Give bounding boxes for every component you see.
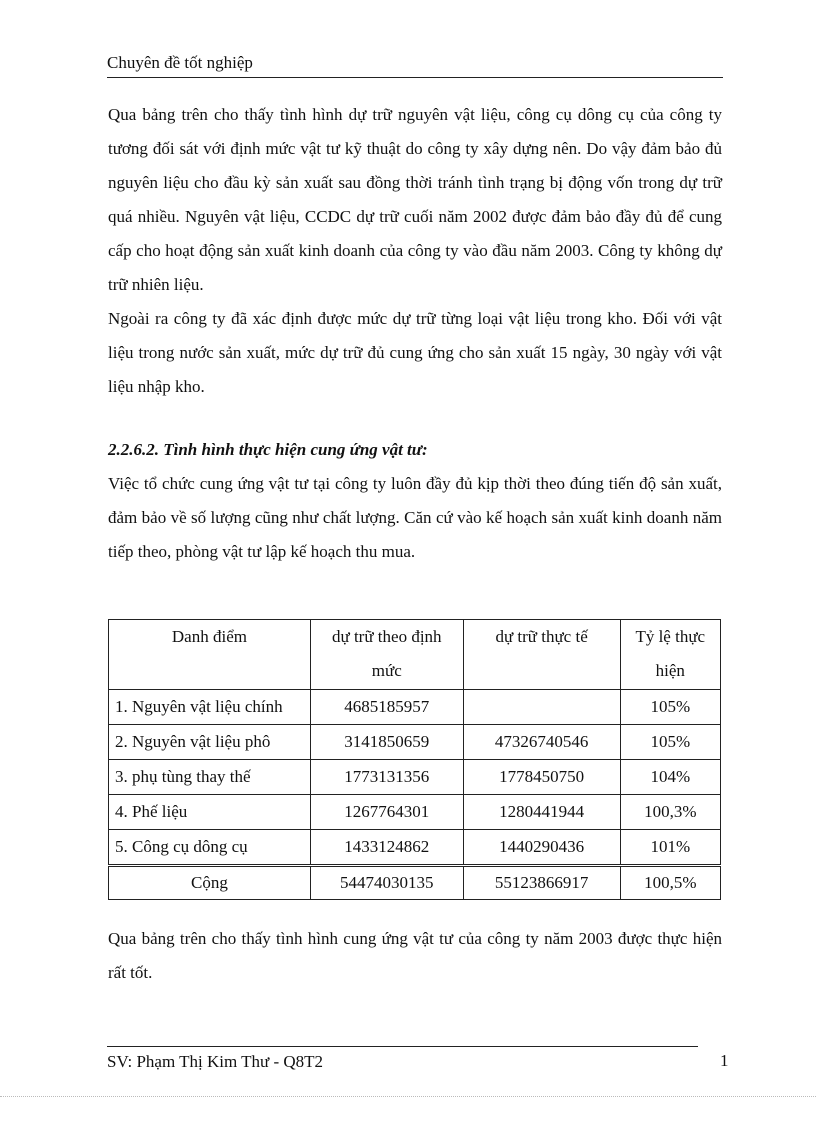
- table-row: [109, 830, 721, 866]
- row-actual: [463, 690, 620, 725]
- header-planned: dự trữ theo định mức: [310, 620, 463, 690]
- page-footer-author: SV: Phạm Thị Kim Thư - Q8T2: [107, 1046, 698, 1073]
- row-rate: 101%: [620, 830, 720, 866]
- row-actual: 47326740546: [463, 725, 620, 760]
- row-name: 2. Nguyên vật liệu phô: [109, 725, 311, 760]
- row-actual: 1778450750: [463, 760, 620, 795]
- row-name: 4. Phế liệu: [109, 795, 311, 830]
- supply-table: [108, 619, 721, 900]
- row-name: 5. Công cụ dông cụ: [109, 830, 311, 866]
- table-row: [109, 725, 721, 760]
- paragraph-2: Ngoài ra công ty đã xác định được mức dự trữ từng loại vật liệu trong kho. Đối với vật liệu trong nước sản xuất, mức dự trữ đủ cung ứng cho sản xuất 15 ngày, 30 ngày với vật liệu nhập kho.: [108, 309, 722, 396]
- row-actual: 1280441944: [463, 795, 620, 830]
- table-row: [109, 795, 721, 830]
- paragraph-4: Qua bảng trên cho thấy tình hình cung ứng vật tư của công ty năm 2003 được thực hiện rất tốt.: [108, 929, 722, 982]
- table-row: [109, 760, 721, 795]
- total-label: Cộng: [109, 866, 311, 900]
- row-name: 1. Nguyên vật liệu chính: [109, 690, 311, 725]
- page-number: 1: [720, 1051, 729, 1070]
- header-rate: Tỷ lệ thực hiện: [620, 620, 720, 690]
- row-planned: 1267764301: [310, 795, 463, 830]
- row-rate: 105%: [620, 725, 720, 760]
- row-planned: 4685185957: [310, 690, 463, 725]
- section-heading: 2.2.6.2. Tình hình thực hiện cung ứng vật tư:: [108, 440, 428, 459]
- total-actual: 55123866917: [463, 866, 620, 900]
- total-planned: 54474030135: [310, 866, 463, 900]
- header-actual: dự trữ thực tế: [463, 620, 620, 690]
- page-divider: [0, 1096, 816, 1097]
- row-rate: 104%: [620, 760, 720, 795]
- paragraph-1: Qua bảng trên cho thấy tình hình dự trữ nguyên vật liệu, công cụ dông cụ của công ty tương đối sát với định mức vật tư kỹ thuật do công ty xây dựng nên. Do vậy đảm bảo đủ nguyên liệu cho đầu kỳ sản xuất sau đồng thời tránh tình trạng bị động vốn trong dự trữ quá nhiều. Nguyên vật liệu, CCDC dự trữ cuối năm 2002 được đảm bảo đầy đủ để cung cấp cho hoạt động sản xuất kinh doanh của công ty vào đầu năm 2003. Công ty không dự trữ nhiên liệu.: [108, 105, 722, 294]
- page-header: Chuyên đề tốt nghiệp: [107, 52, 723, 78]
- table-row: [109, 690, 721, 725]
- header-danh-diem: Danh điểm: [109, 620, 311, 690]
- row-planned: 3141850659: [310, 725, 463, 760]
- table-total-row: [109, 866, 721, 900]
- total-rate: 100,5%: [620, 866, 720, 900]
- row-planned: 1773131356: [310, 760, 463, 795]
- row-name: 3. phụ tùng thay thế: [109, 760, 311, 795]
- paragraph-3: Việc tổ chức cung ứng vật tư tại công ty luôn đầy đủ kịp thời theo đúng tiến độ sản xuất, đảm bảo về số lượng cũng như chất lượng. Căn cứ vào kế hoạch sản xuất kinh doanh năm tiếp theo, phòng vật tư lập kế hoạch thu mua.: [108, 474, 722, 561]
- row-rate: 100,3%: [620, 795, 720, 830]
- table-header-row: [109, 620, 721, 690]
- row-rate: 105%: [620, 690, 720, 725]
- row-planned: 1433124862: [310, 830, 463, 866]
- row-actual: 1440290436: [463, 830, 620, 866]
